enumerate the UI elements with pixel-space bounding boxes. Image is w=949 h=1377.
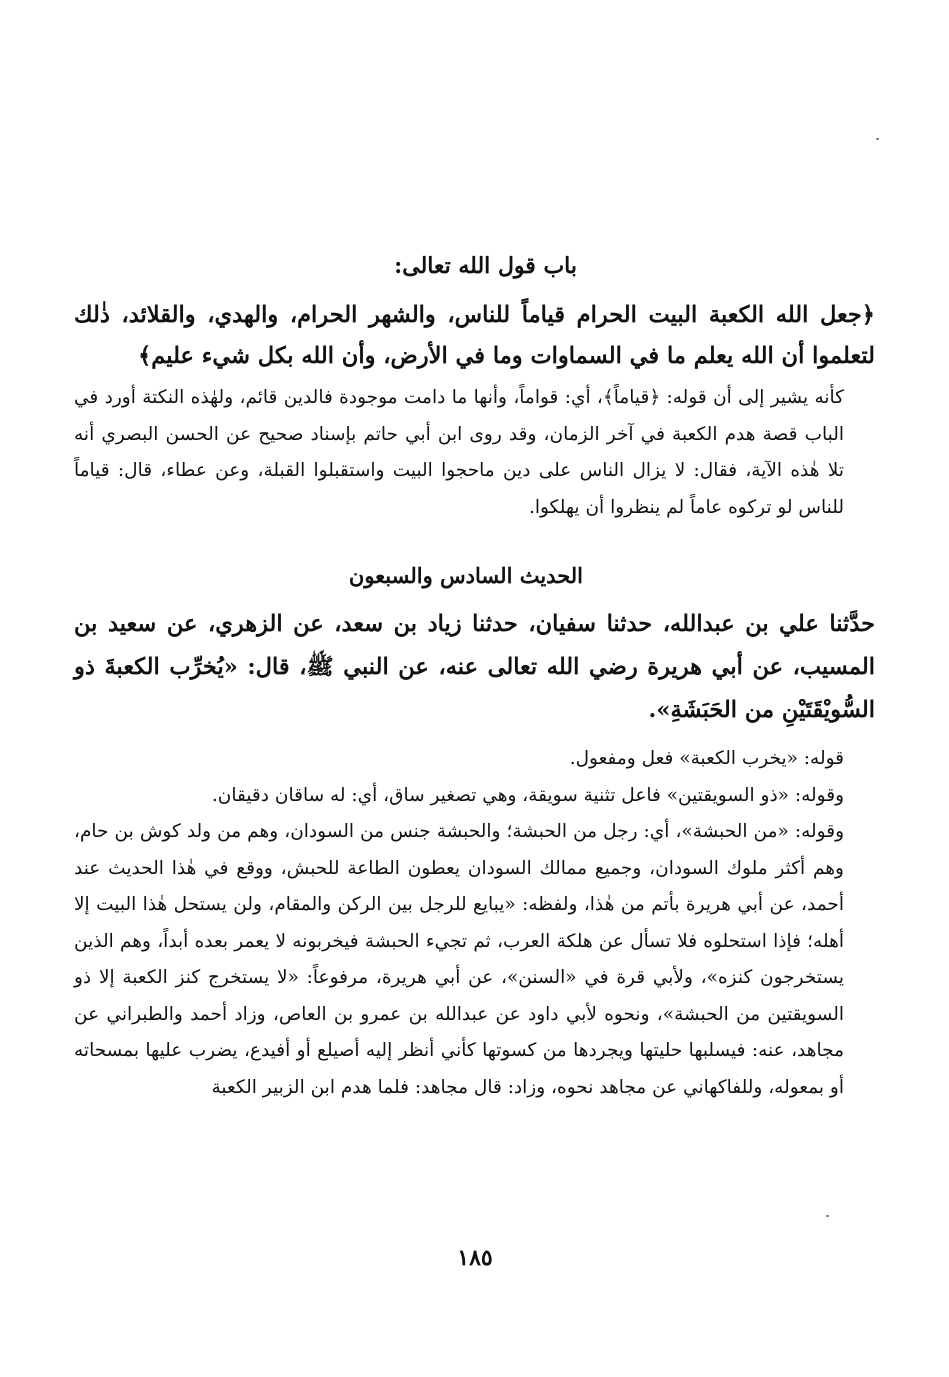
verse-commentary: كأنه يشير إلى أن قوله: ﴿قياماً﴾، أي: قواماً، وأنها ما دامت موجودة فالدين قائم، ولهٰذه النكتة أورد في الباب قصة هدم الكعبة في آخر الزمان، وقد روى ابن أبي حاتم بإسناد صحيح عن الحسن البصري أنه تلا هٰذه الآية، فقال: لا يزال الناس على دين ماحجوا البيت واستقبلوا القبلة، وعن عطاء، قال: قياماً للناس لو تركوه عاماً لم ينظروا أن يهلكوا.	[74, 387, 844, 518]
scan-speck	[826, 1215, 829, 1217]
note-dhu-suwayqatayn: وقوله: «ذو السويقتين» فاعل تثنية سويقة، وهي تصغير ساق، أي: له ساقان دقيقان.	[211, 784, 844, 806]
note-min-al-habasha: وقوله: «من الحبشة»، أي: رجل من الحبشة؛ والحبشة جنس من السودان، وهم من ولد كوش بن حام، وهم أكثر ملوك السودان، وجميع ممالك السودان يعطون الطاعة للحبش، ووقع في هٰذا الحديث عند أحمد، عن أبي هريرة بأتم من هٰذا، ولفظه: «يبايع للرجل بين الركن والمقام، ولن يستحل هٰذا البيت إلا أهله؛ فإذا استحلوه فلا تسأل عن هلكة العرب، ثم تجيء الحبشة فيخربونه لا يعمر بعده أبداً، وهم الذين يستخرجون كنزه»، ولأبي قرة في «السنن»، عن أبي هريرة، مرفوعاً: «لا يستخرج كنز الكعبة إلا ذو السويقتين من الحبشة»، ونحوه لأبي داود عن عبدالله بن عمرو بن العاص، وزاد أحمد والطبراني عن مجاهد، عنه: فيسلبها حليتها ويجردها من كسوتها كأني أنظر إليه أصيلع أو أفيدع، يضرب عليها بمسحاته أو بمعوله، وللفاكهاني عن مجاهد نحوه، وزاد: قال مجاهد: فلما هدم ابن الزبير الكعبة	[74, 821, 844, 1098]
page-number: ١٨٥	[457, 1245, 493, 1271]
hadith-notes	[74, 741, 844, 1106]
note-yukharrib: قوله: «يخرب الكعبة» فعل ومفعول.	[569, 748, 844, 769]
hadith-heading: الحديث السادس والسبعون	[348, 563, 583, 588]
chapter-title: باب قول الله تعالى:	[394, 253, 577, 279]
quran-verse: ﴿جعل الله الكعبة البيت الحرام قياماً للناس، والشهر الحرام، والهدي، والقلائد، ذٰلك لتعلموا أن الله يعلم ما في السماوات وما في الأرض، وأن الله بكل شيء عليم﴾	[74, 302, 875, 369]
hadith-text: حدَّثنا علي بن عبدالله، حدثنا سفيان، حدثنا زياد بن سعد، عن الزهري، عن سعيد بن المسيب، عن أبي هريرة رضي الله تعالى عنه، عن النبي ﷺ، قال: «يُخرِّب الكعبةَ ذو السُّويْقَتَيْنِ من الحَبَشَةِ».	[74, 611, 875, 723]
scan-speck	[876, 138, 879, 140]
